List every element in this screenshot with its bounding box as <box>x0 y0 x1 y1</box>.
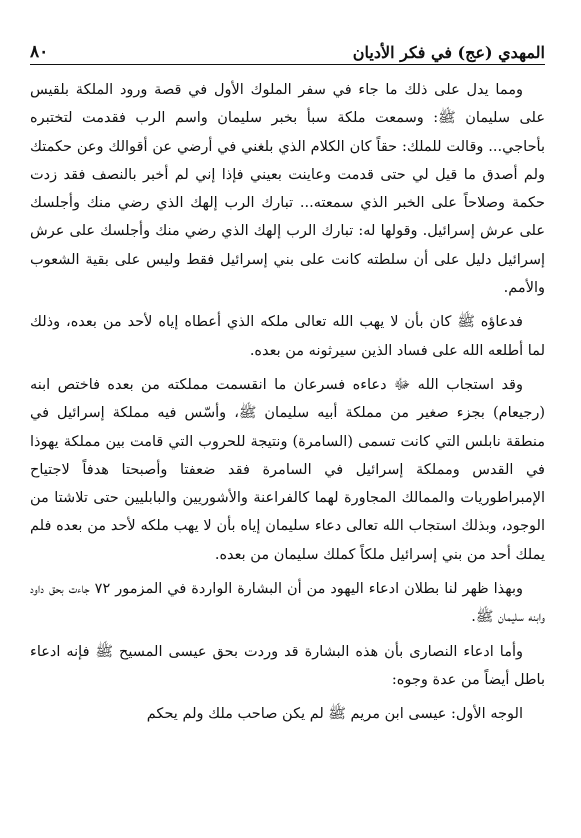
paragraph: ومما يدل على ذلك ما جاء في سفر الملوك الأول في قصة ورود الملكة بلقيس على سليمان ﷺ: وسمعت ملكة سبأ بخبر سليمان واسم الرب فقدمت لتختبره بأحاجي... وقالت للملك: حقاً كان الكلام الذي بلغني في أرضي عن أقوالك وعن حكمتك ولم أصدق ما قيل لي حتى قدمت وعاينت بعيني فإذا إني لم أخبر بالنصف فقد زدت حكمة وصلاحاً على الخبر الذي سمعته... تبارك الرب إلهك الذي رضي منك وأجلسك على عرش إسرائيل. وقولها له: تبارك الرب إلهك الذي رضي منك وأجلسك على عرش إسرائيل دليل على أن سلطته كانت على بني إسرائيل فقط وليس على بقية الشعوب والأمم. <box>30 82 545 297</box>
page-number: ٨٠ <box>30 42 49 62</box>
paragraph: الوجه الأول: عيسى ابن مريم ﷺ لم يكن صاحب ملك ولم يحكم <box>146 706 523 723</box>
page-body <box>30 76 545 735</box>
paragraph: وبهذا ظهر لنا بطلان ادعاء اليهود من أن البشارة الواردة في المزمور ٧٢ جاءت بحق داود وابنه سليمان ﷺ. <box>30 581 545 626</box>
paragraph: فدعاؤه ﷺ كان بأن لا يهب الله تعالى ملكه الذي أعطاه إياه لأحد من بعده، وذلك لما أطلعه الله على فساد الذين سيرثونه من بعده. <box>30 314 545 359</box>
page-header <box>30 36 545 65</box>
paragraph: وأما ادعاء النصارى بأن هذه البشارة قد وردت بحق عيسى المسيح ﷺ فإنه ادعاء باطل أيضاً من عدة وجوه: <box>30 643 545 688</box>
running-title: المهدي (عج) في فكر الأديان <box>352 43 545 62</box>
paragraph: وقد استجاب الله ﷻ دعاءه فسرعان ما انقسمت مملكته من بعده فاختص ابنه (رجيعام) بجزء صغير من مملكة أبيه سليمان ﷺ، وأسّس فيه مملكة إسرائيل في منطقة نابلس التي كانت تسمى (السامرة) ونتيجة للحروب التي قامت بين مملكة يهوذا في القدس ومملكة إسرائيل في السامرة فقد ضعفتا وأصبحتا هدفاً لاجتياح الإمبراطوريات والممالك المجاورة لهما كالفراعنة والأشوريين والبابليين حتى تلاشتا من الوجود، وبذلك استجاب الله تعالى دعاء سليمان إياه بأن لا يهب ملكه لأحد من بعده فلم يملك أحد من بني إسرائيل ملكاً كملك سليمان من بعده. <box>30 376 545 563</box>
